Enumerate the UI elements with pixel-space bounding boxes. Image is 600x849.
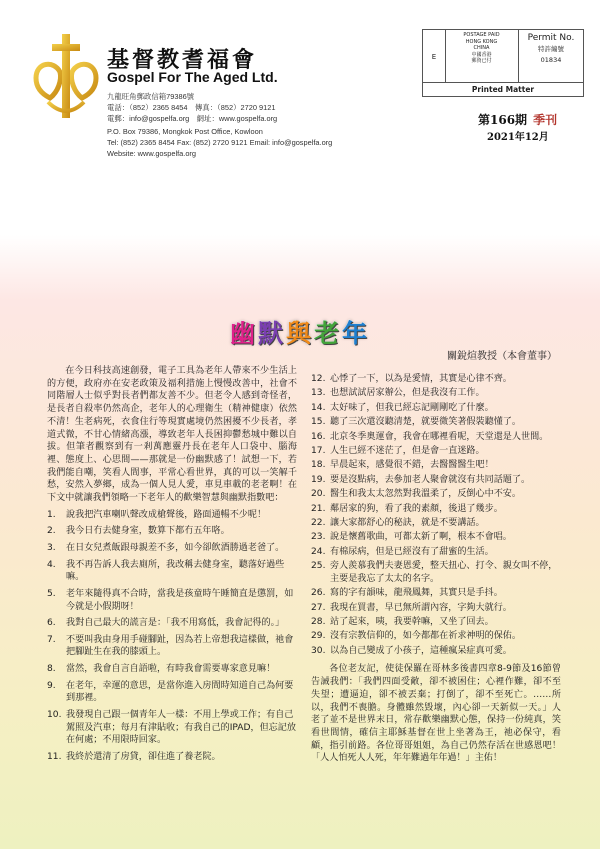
list-item: 1. 說我把汽車喇叭聲改成槍聲後，路面通暢不少呢！ <box>47 509 267 520</box>
list-item: 10. 我發現自己跟一個青年人一樣：不用上學或工作；有自己駕照及汽車；每月有津貼收；有我自己的IPAD，但忘記放在何處；不用限時回家。 <box>47 709 296 746</box>
list-item: 14. 太好味了，但我已經忘記剛剛吃了什麼。 <box>311 402 494 413</box>
list-item: 12. 心悸了一下，以為是愛情，其實是心律不齊。 <box>311 374 512 384</box>
right-column <box>311 373 561 765</box>
humor-list-left <box>47 509 297 764</box>
list-item: 30. 以為自己變成了小孩子，這種瘋呆症真可愛。 <box>311 645 512 656</box>
list-item: 16. 北京冬季奧運會，我會在哪裡看呢，天堂還是人世間。 <box>311 431 549 442</box>
list-item: 18. 早晨起來，感覺很不錯，去醫醫醫生吧！ <box>311 460 494 471</box>
intro-paragraph: 在今日科技高速創發，電子工具為老年人帶來不少生活上的方便，政府亦在安老政策及福利措施上慢慢改善中，社會不同階層人士似乎對長者們都友善不少。但老令人感到奇怪者，是長者自殺率仍然高企，老年人的心理衛生（精神健康）依然不清！生老病死，衣食住行等現實處境仍然困擾不少長者，孝道式微，不甘心情緒高漲，導致老年人長困抑鬱愁城中難以自拔。但筆者觀察到有一剎萬應靈丹長在老年人口袋中、腦海裡、態度上、心思間——那就是一份幽默感了！試想一下，若我們能自嘲，笑看人間事，平常心看世界，真的可以一笑解千愁，安然入夢鄉，成為一個人見人愛，車見車載的老老啊！在下文中就讓我們領略一下老年人的歡樂智慧與幽默指數吧： <box>47 366 297 504</box>
list-item: 6. 我對自己最大的謊言是：「我不用寫低，我會記得的。」 <box>47 618 285 629</box>
article-title <box>0 314 600 350</box>
humor-list-right <box>311 373 561 657</box>
list-item: 19. 要是沒點病，去參加老人聚會就沒有共同話題了。 <box>311 474 531 485</box>
list-item: 7. 不要叫我由身用手碰腳趾，因為若上帝想我這樣做，祂會把腳趾生在我的膝頭上。 <box>47 634 294 658</box>
email-web-line: 電郵：info@gospelfa.org 網址：www.gospelfa.org <box>107 114 278 123</box>
list-item: 27. 我現在買書，早已無所謂內容，字夠大就行。 <box>311 602 512 613</box>
title-char: 與 <box>285 319 314 348</box>
list-item: 5. 老年來隨得真不合時，當我是孩童時午睡簡直是懲罰，如今就是小假期呀！ <box>47 588 294 612</box>
postage-mark: E <box>423 30 446 82</box>
organization-logo <box>30 32 102 122</box>
list-item: 8. 當然，我會自言自語啦，有時我會需要專家意見嘛！ <box>47 664 276 674</box>
list-item: 24. 有棉尿病，但是已經沒有了甜蜜的生活。 <box>311 546 494 557</box>
list-item: 13. 也想試試居家辦公，但是我沒有工作。 <box>311 388 485 399</box>
postage-paid-text: POSTAGE PAID HONG KONG CHINA 中國香港 郵資已付 <box>445 30 519 82</box>
list-item: 15. 聽了三次還沒聽清楚，就要微笑著假裝聽懂了。 <box>311 417 521 428</box>
list-item: 21. 鄰居家的狗，看了我的素顏，後退了幾步。 <box>311 503 503 514</box>
list-item: 9. 在老年，幸運的意思，是當你進入房間時知道自己為何要到那裡。 <box>47 680 294 704</box>
list-item: 20. 醫生和我太太忽然對我溫柔了，反倒心中不安。 <box>311 489 521 500</box>
list-item: 29. 沒有宗教信仰的，如今都都在祈求神明的保佑。 <box>311 631 521 642</box>
article-author: 關銳煊教授（本會董事） <box>447 351 557 362</box>
title-char: 幽 <box>229 319 258 348</box>
address-line: 九龍旺角郵政信箱79386號 <box>107 92 195 101</box>
contact-line: 電話：（852）2365 8454 傳真：（852）2720 9121 <box>107 103 276 112</box>
title-char: 年 <box>342 319 371 348</box>
issue-number: 第166期 季刊 <box>478 113 558 127</box>
permit-number: Permit No. 特許編號 01834 <box>527 33 575 64</box>
organization-name-en: Gospel For The Aged Ltd. <box>107 69 278 85</box>
list-item: 25. 旁人羨慕我們夫妻恩愛，整天扭心、打令、親女叫不停，主要是我忘了太太的名字。 <box>311 561 558 584</box>
left-column <box>47 365 297 767</box>
contact-line-en: Tel: (852) 2365 8454 Fax: (852) 2720 9121 Email: info@gospelfa.org <box>107 138 333 147</box>
issue-type: 季刊 <box>533 113 558 127</box>
address-line-en: P.O. Box 79386, Mongkok Post Office, Kowloon <box>107 127 263 136</box>
closing-paragraph: 各位老友記，使徒保羅在哥林多後書四章8-9節及16節曾告誡我們：「我們四面受敵，卻不被困住；心裡作難，卻不至失望；遭逼迫，卻不被丟棄；打倒了，卻不至死亡。……所以，我們不喪膽。身體雖然毀壞，內心卻一天新似一天。」人老了並不是世界末日，常存歡樂幽默心態，保持一份純真，笑看世間情，確信主耶穌基督在世上坐著為王，祂必保守，看顧，指引前路。各位哥哥姐姐，為自己仍然存活在世感恩吧！「人人怕死人人死，年年難過年年過！」主佑！ <box>311 664 561 764</box>
list-item: 4. 我不再告訴人我去廁所，我改稱去健身室，聽落好過些嘛。 <box>47 559 285 583</box>
title-char: 老 <box>314 319 343 348</box>
list-item: 11. 我終於還清了房貸，卻住進了養老院。 <box>47 751 221 762</box>
organization-name-zh: 基督教耆福會 <box>107 48 258 73</box>
list-item: 28. 站了起來，咦，我要幹嘛，又坐了回去。 <box>311 616 494 627</box>
list-item: 2. 我今日冇去健身室，數算下都冇五年咯。 <box>47 526 230 537</box>
title-char: 默 <box>257 319 286 348</box>
list-item: 22. 讓大家都舒心的秘訣，就是不要講話。 <box>311 517 485 528</box>
list-item: 23. 說是懷舊歌曲，可都太新了啊，根本不會唱。 <box>311 532 512 543</box>
list-item: 17. 人生已經不迷茫了，但是會一直迷路。 <box>311 445 485 456</box>
printed-matter-label: Printed Matter <box>422 83 584 97</box>
issue-date: 2021年12月 <box>487 132 549 143</box>
website-line-en: Website: www.gospelfa.org <box>107 149 197 158</box>
list-item: 26. 寫的字有韻味，龍飛鳳舞，其實只是手抖。 <box>311 588 503 599</box>
list-item: 3. 在日女兒煮飯跟母親差不多，如今卻飲酒勝過老爸了。 <box>47 542 285 553</box>
postage-paid-box <box>422 29 584 83</box>
